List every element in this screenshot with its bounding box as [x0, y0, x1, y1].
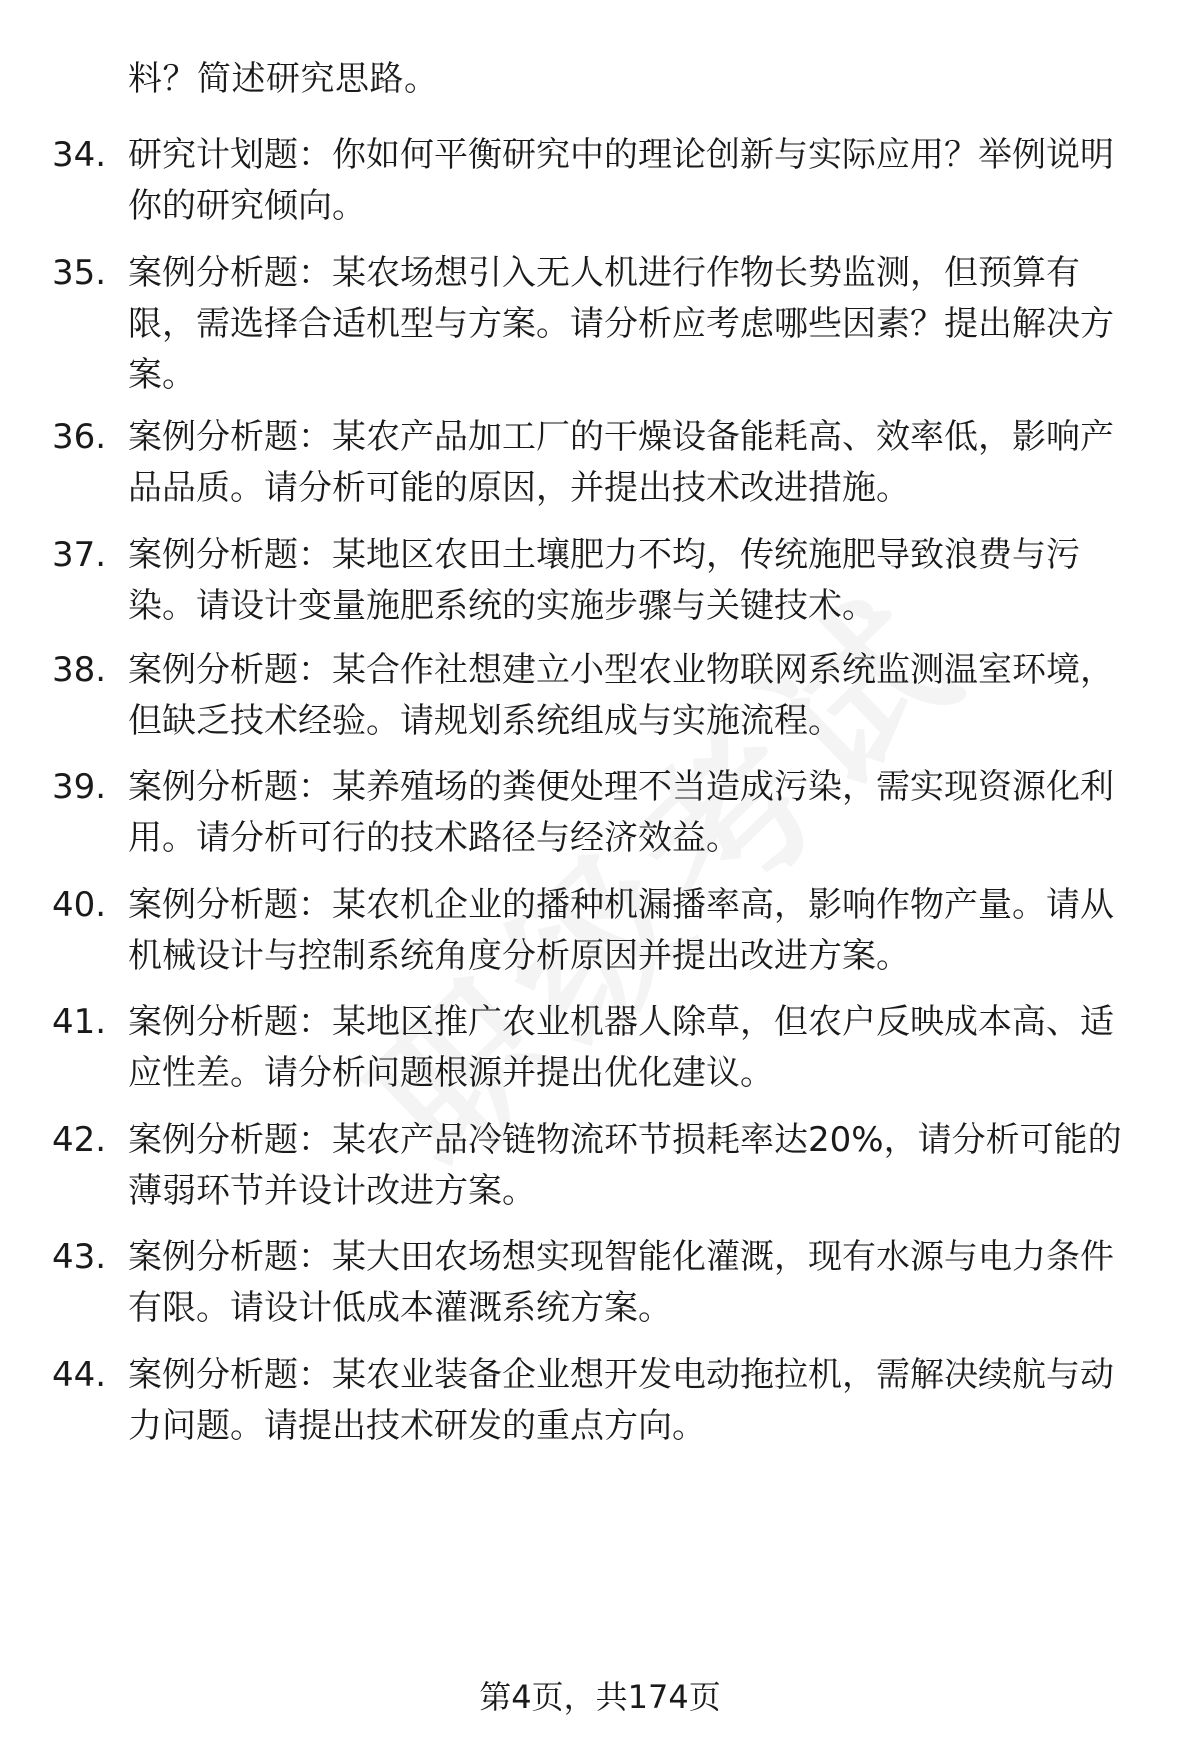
question-41 [52, 997, 1138, 1099]
question-text: 案例分析题：某农产品冷链物流环节损耗率达20%，请分析可能的薄弱环节并设计改进方案。 [128, 1120, 1122, 1211]
question-43 [52, 1232, 1138, 1334]
question-number: 42. [52, 1120, 107, 1160]
question-number: 35. [52, 253, 107, 293]
question-36 [52, 412, 1138, 514]
question-number: 34. [52, 135, 107, 175]
continuation-text: 料？简述研究思路。 [128, 59, 439, 99]
page-footer: 第4页，共174页 [479, 1678, 721, 1716]
question-39 [52, 762, 1138, 864]
question-number: 37. [52, 535, 107, 575]
question-text: 案例分析题：某大田农场想实现智能化灌溉，现有水源与电力条件有限。请设计低成本灌溉系统方案。 [128, 1237, 1114, 1328]
question-number: 44. [52, 1355, 107, 1395]
question-text: 案例分析题：某地区农田土壤肥力不均，传统施肥导致浪费与污染。请设计变量施肥系统的实施步骤与关键技术。 [128, 535, 1080, 626]
question-42 [52, 1115, 1138, 1217]
question-number: 40. [52, 885, 107, 925]
question-text: 案例分析题：某农场想引入无人机进行作物长势监测，但预算有限，需选择合适机型与方案。请分析应考虑哪些因素？提出解决方案。 [128, 253, 1114, 395]
question-37 [52, 530, 1138, 632]
question-number: 38. [52, 650, 107, 690]
question-38 [52, 645, 1138, 747]
question-text: 案例分析题：某农机企业的播种机漏播率高，影响作物产量。请从机械设计与控制系统角度分析原因并提出改进方案。 [128, 885, 1114, 976]
question-34 [52, 130, 1138, 232]
question-text: 案例分析题：某地区推广农业机器人除草，但农户反映成本高、适应性差。请分析问题根源并提出优化建议。 [128, 1002, 1114, 1093]
question-number: 39. [52, 767, 107, 807]
question-44 [52, 1350, 1138, 1452]
question-number: 36. [52, 417, 107, 457]
question-text: 案例分析题：某农业装备企业想开发电动拖拉机，需解决续航与动力问题。请提出技术研发的重点方向。 [128, 1355, 1114, 1446]
question-35 [52, 248, 1138, 401]
question-number: 43. [52, 1237, 107, 1277]
question-text: 研究计划题：你如何平衡研究中的理论创新与实际应用？举例说明你的研究倾向。 [128, 135, 1114, 226]
question-text: 案例分析题：某农产品加工厂的干燥设备能耗高、效率低，影响产品品质。请分析可能的原因，并提出技术改进措施。 [128, 417, 1114, 508]
question-40 [52, 880, 1138, 982]
question-text: 案例分析题：某合作社想建立小型农业物联网系统监测温室环境，但缺乏技术经验。请规划系统组成与实施流程。 [128, 650, 1114, 741]
question-number: 41. [52, 1002, 107, 1042]
question-text: 案例分析题：某养殖场的粪便处理不当造成污染，需实现资源化利用。请分析可行的技术路径与经济效益。 [128, 767, 1114, 858]
